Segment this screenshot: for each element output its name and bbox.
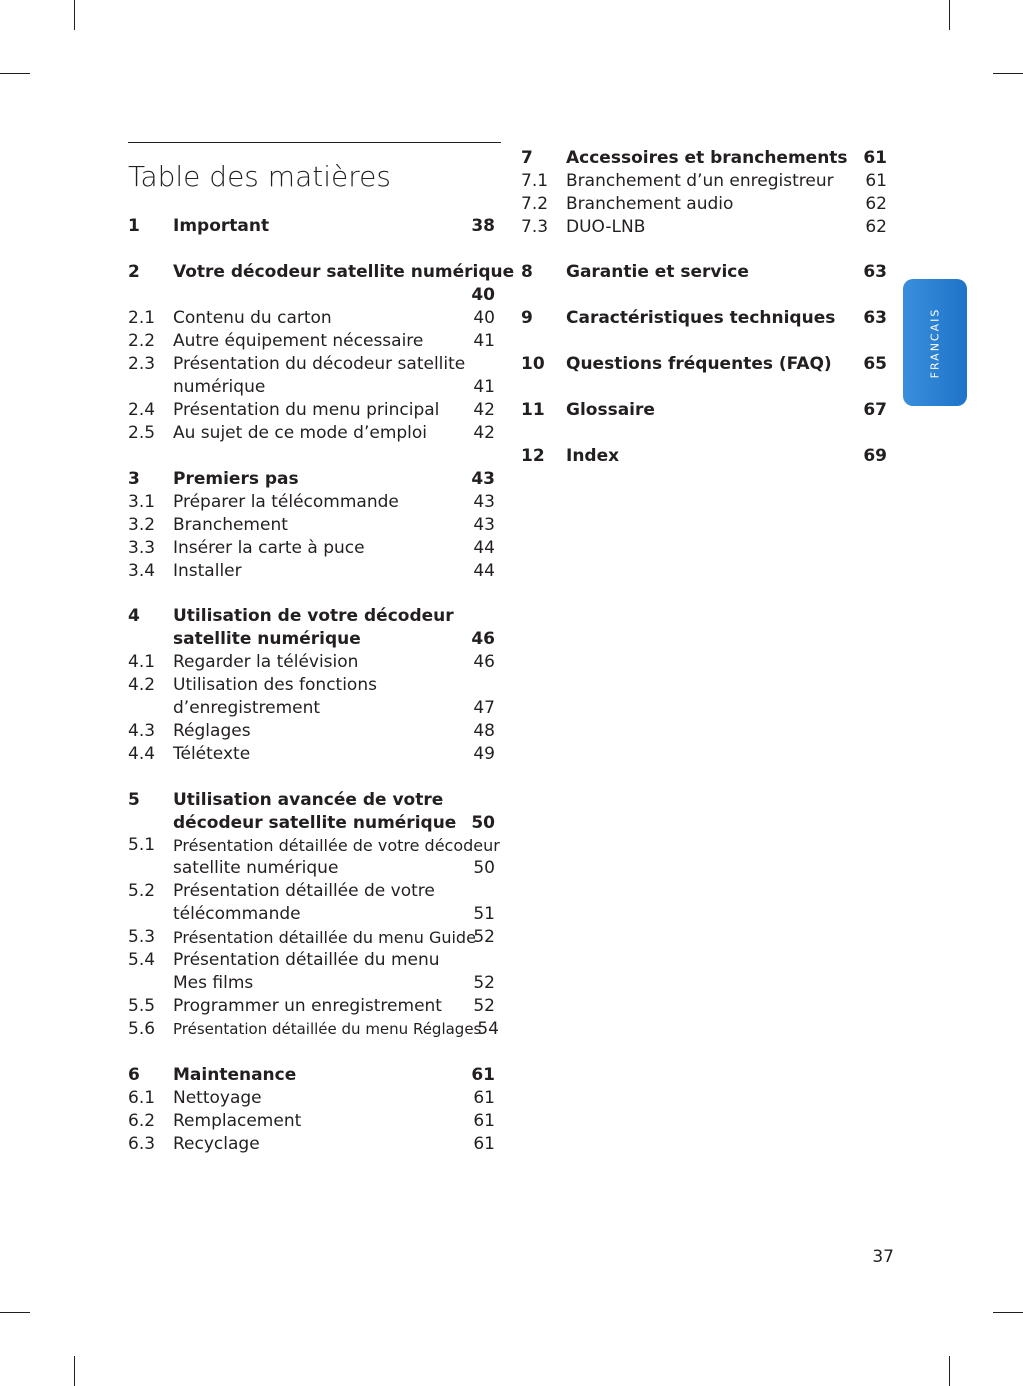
toc-entry[interactable] — [128, 491, 495, 514]
toc-entry-page: 47 — [473, 698, 495, 718]
crop-mark — [949, 0, 950, 30]
toc-entry-label: Télétexte — [173, 744, 251, 764]
toc-entry-page: 44 — [473, 538, 495, 558]
toc-entry-page: 44 — [473, 561, 495, 581]
toc-entry[interactable] — [128, 261, 515, 284]
toc-entry-label: Réglages — [173, 721, 251, 741]
toc-entry-label: Caractéristiques techniques — [566, 308, 836, 328]
toc-entry[interactable] — [128, 330, 495, 353]
toc-entry-number: 3.3 — [128, 538, 156, 558]
toc-entry[interactable] — [521, 261, 887, 284]
toc-entry-page: 61 — [473, 1134, 495, 1154]
page-title: Table des matières — [128, 160, 391, 193]
toc-entry-number: 3.1 — [128, 492, 156, 512]
toc-entry-page: 67 — [863, 400, 887, 420]
toc-entry-label: Important — [173, 216, 270, 236]
toc-entry-number: 7.2 — [521, 194, 549, 214]
crop-mark — [74, 1356, 75, 1386]
toc-entry-page: 42 — [473, 400, 495, 420]
toc-entry-label: numérique — [173, 377, 266, 397]
toc-entry-label: Présentation détaillée du menu Réglages — [173, 1020, 482, 1038]
toc-entry-page: 49 — [473, 744, 495, 764]
toc-entry-number: 7.1 — [521, 171, 549, 191]
toc-entry-label: Regarder la télévision — [173, 652, 359, 672]
toc-entry-page: 46 — [473, 652, 495, 672]
toc-entry-label: Installer — [173, 561, 242, 581]
toc-entry-page: 52 — [473, 927, 495, 947]
toc-entry-number: 5.6 — [128, 1019, 156, 1039]
toc-entry-label: Recyclage — [173, 1134, 260, 1154]
toc-entry-label: satellite numérique — [173, 629, 361, 649]
toc-entry-page: 46 — [471, 629, 495, 649]
toc-entry-number: 2.2 — [128, 331, 156, 351]
toc-entry-number: 11 — [521, 400, 545, 420]
toc-entry[interactable] — [128, 1133, 495, 1156]
toc-entry-number: 5.5 — [128, 996, 156, 1016]
toc-entry[interactable] — [128, 1064, 495, 1087]
toc-entry-page: 50 — [471, 813, 495, 833]
toc-entry-number: 4.2 — [128, 675, 156, 695]
toc-entry[interactable] — [521, 170, 887, 193]
toc-entry-label: Votre décodeur satellite numérique — [173, 262, 515, 282]
toc-entry[interactable] — [128, 995, 495, 1018]
toc-entry-page: 61 — [863, 148, 887, 168]
toc-entry-page: 38 — [471, 216, 495, 236]
toc-entry[interactable] — [521, 399, 887, 422]
toc-entry-number: 5.1 — [128, 835, 156, 855]
crop-mark — [993, 1312, 1023, 1313]
toc-entry-page: 48 — [473, 721, 495, 741]
toc-entry[interactable] — [128, 468, 495, 491]
toc-entry[interactable] — [128, 537, 495, 560]
toc-entry[interactable] — [128, 972, 495, 995]
language-tab — [903, 279, 967, 406]
toc-entry[interactable] — [128, 720, 495, 743]
toc-entry-label: Branchement — [173, 515, 288, 535]
toc-entry-label: Questions fréquentes (FAQ) — [566, 354, 832, 374]
toc-entry-number: 3.4 — [128, 561, 156, 581]
toc-entry-page: 61 — [471, 1065, 495, 1085]
toc-entry-label: Remplacement — [173, 1111, 302, 1131]
toc-entry-page: 54 — [477, 1019, 499, 1039]
toc-entry-page: 41 — [473, 377, 495, 397]
toc-entry-label: Utilisation avancée de votre — [173, 790, 444, 810]
toc-entry[interactable] — [128, 1087, 495, 1110]
toc-entry-label: Programmer un enregistrement — [173, 996, 442, 1016]
toc-entry-number: 2.4 — [128, 400, 156, 420]
toc-entry-label: Accessoires et branchements — [566, 148, 848, 168]
toc-entry-label: Maintenance — [173, 1065, 297, 1085]
toc-entry-label: Présentation du décodeur satellite — [173, 354, 466, 374]
toc-entry-label: Utilisation des fonctions — [173, 675, 377, 695]
crop-mark — [74, 0, 75, 30]
toc-entry-label: satellite numérique — [173, 858, 339, 878]
toc-entry-page: 51 — [473, 904, 495, 924]
toc-entry-label: Au sujet de ce mode d’emploi — [173, 423, 428, 443]
toc-entry-number: 5.3 — [128, 927, 156, 947]
toc-entry-number: 6.1 — [128, 1088, 156, 1108]
toc-entry-label: Garantie et service — [566, 262, 749, 282]
toc-entry-label: Présentation détaillée de votre — [173, 881, 435, 901]
toc-entry-label: Présentation détaillée du menu Guide — [173, 928, 476, 947]
toc-entry[interactable] — [128, 422, 495, 445]
toc-entry-number: 2.5 — [128, 423, 156, 443]
toc-entry-page: 63 — [863, 308, 887, 328]
toc-entry-label: Branchement d’un enregistreur — [566, 171, 834, 191]
toc-entry[interactable] — [128, 674, 495, 697]
toc-entry[interactable] — [128, 857, 495, 880]
toc-entry-number: 4 — [128, 606, 140, 626]
toc-entry-label: Insérer la carte à puce — [173, 538, 365, 558]
toc-entry-page: 43 — [473, 492, 495, 512]
toc-entry-label: Branchement audio — [566, 194, 734, 214]
toc-entry[interactable] — [128, 514, 495, 537]
toc-entry-label: Présentation du menu principal — [173, 400, 440, 420]
toc-entry-page: 40 — [473, 308, 495, 328]
toc-entry-label: Préparer la télécommande — [173, 492, 399, 512]
toc-entry[interactable] — [128, 399, 495, 422]
toc-entry-label: Nettoyage — [173, 1088, 262, 1108]
toc-entry[interactable] — [128, 605, 495, 628]
toc-entry[interactable] — [128, 697, 495, 720]
toc-entry-number: 8 — [521, 262, 533, 282]
toc-entry[interactable] — [128, 353, 495, 376]
toc-entry-label: Premiers pas — [173, 469, 299, 489]
toc-entry-number: 3 — [128, 469, 140, 489]
toc-entry[interactable] — [128, 743, 495, 766]
toc-entry-page: 61 — [473, 1111, 495, 1131]
crop-mark — [0, 1312, 30, 1313]
toc-entry[interactable] — [128, 560, 495, 583]
toc-entry[interactable] — [128, 284, 495, 307]
toc-entry[interactable] — [128, 628, 495, 651]
toc-entry-page: 65 — [863, 354, 887, 374]
toc-entry[interactable] — [128, 789, 495, 812]
toc-entry[interactable] — [128, 307, 495, 330]
crop-mark — [993, 73, 1023, 74]
toc-entry[interactable] — [128, 880, 495, 903]
toc-entry-page: 41 — [473, 331, 495, 351]
toc-entry-label: Mes films — [173, 973, 254, 993]
toc-entry-number: 1 — [128, 216, 140, 236]
toc-entry-number: 2.1 — [128, 308, 156, 328]
toc-entry[interactable] — [128, 812, 495, 835]
toc-entry-label: Glossaire — [566, 400, 655, 420]
toc-entry[interactable] — [128, 651, 495, 674]
toc-entry[interactable] — [521, 216, 887, 239]
toc-entry-page: 40 — [471, 285, 495, 305]
language-tab-label: FRANCAIS — [928, 307, 942, 378]
toc-entry-page: 62 — [865, 217, 887, 237]
toc-entry-label: Autre équipement nécessaire — [173, 331, 424, 351]
toc-entry-number: 3.2 — [128, 515, 156, 535]
toc-entry-number: 7.3 — [521, 217, 549, 237]
toc-entry[interactable] — [128, 1018, 499, 1041]
page-number: 37 — [872, 1247, 894, 1267]
toc-entry[interactable] — [128, 1110, 495, 1133]
toc-entry-number: 10 — [521, 354, 545, 374]
toc-entry[interactable] — [128, 949, 495, 972]
toc-entry-number: 4.1 — [128, 652, 156, 672]
toc-entry[interactable] — [521, 193, 887, 216]
toc-entry-number: 9 — [521, 308, 533, 328]
toc-entry-number: 4.4 — [128, 744, 156, 764]
toc-entry-label: d’enregistrement — [173, 698, 321, 718]
toc-entry-number: 6.3 — [128, 1134, 156, 1154]
crop-mark — [949, 1356, 950, 1386]
toc-entry-page: 61 — [865, 171, 887, 191]
toc-entry-number: 5.2 — [128, 881, 156, 901]
toc-entry-page: 50 — [473, 858, 495, 878]
toc-entry-label: DUO-LNB — [566, 217, 646, 237]
toc-entry-page: 52 — [473, 996, 495, 1016]
toc-entry-label: Index — [566, 446, 620, 466]
toc-entry[interactable] — [128, 376, 495, 399]
toc-entry-page: 52 — [473, 973, 495, 993]
toc-entry[interactable] — [128, 834, 500, 857]
toc-entry-label: décodeur satellite numérique — [173, 813, 457, 833]
toc-entry[interactable] — [521, 307, 887, 330]
toc-entry-number: 2.3 — [128, 354, 156, 374]
crop-mark — [0, 73, 30, 74]
toc-entry-page: 62 — [865, 194, 887, 214]
toc-entry[interactable] — [521, 353, 887, 376]
toc-entry-page: 42 — [473, 423, 495, 443]
toc-entry-label: Utilisation de votre décodeur — [173, 606, 454, 626]
toc-entry-number: 2 — [128, 262, 140, 282]
toc-entry-number: 6.2 — [128, 1111, 156, 1131]
toc-entry-page: 43 — [473, 515, 495, 535]
toc-entry-number: 6 — [128, 1065, 140, 1085]
toc-entry-label: Contenu du carton — [173, 308, 332, 328]
toc-entry-label: Présentation détaillée de votre décodeur — [173, 836, 500, 855]
toc-entry-number: 5 — [128, 790, 140, 810]
toc-entry-number: 5.4 — [128, 950, 156, 970]
toc-entry[interactable] — [128, 215, 495, 238]
toc-entry-page: 43 — [471, 469, 495, 489]
toc-entry[interactable] — [128, 903, 495, 926]
toc-entry-number: 4.3 — [128, 721, 156, 741]
toc-entry-page: 61 — [473, 1088, 495, 1108]
toc-entry[interactable] — [521, 445, 887, 468]
toc-entry[interactable] — [128, 926, 495, 949]
toc-entry-page: 63 — [863, 262, 887, 282]
toc-entry-number: 7 — [521, 148, 533, 168]
toc-entry-number: 12 — [521, 446, 545, 466]
toc-entry-page: 69 — [863, 446, 887, 466]
toc-entry-label: télécommande — [173, 904, 301, 924]
title-rule — [128, 142, 501, 143]
toc-entry[interactable] — [521, 147, 887, 170]
toc-entry-label: Présentation détaillée du menu — [173, 950, 440, 970]
